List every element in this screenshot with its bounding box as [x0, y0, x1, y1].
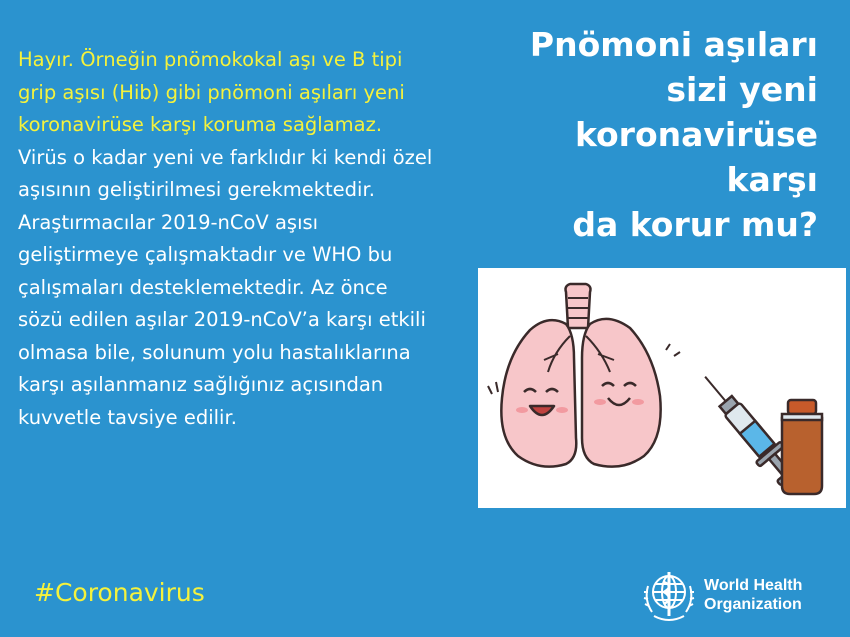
lungs-vaccine-illustration	[478, 268, 846, 508]
slide-title	[488, 22, 818, 247]
who-name-line-1: World Health	[704, 577, 803, 594]
title-line-4: da korur mu?	[572, 205, 818, 244]
title-line-1: Pnömoni aşıları	[529, 25, 818, 64]
explanation-paragraph: Virüs o kadar yeni ve farklıdır ki kendi özel aşısının geliştirilmesi gerekmektedir. Araştırmacılar 2019-nCoV aşısı geliştirmeye çalışmaktadır ve WHO bu çalışmaları desteklemektedir. Az önce sözü edilen aşılar 2019-nCoV’a karşı etkili olmasa bile, solunum yolu hastalıklarına karşı aşılanmanız sağlığınız açısından kuvvetle tavsiye edilir.	[18, 145, 433, 429]
illustration-svg	[478, 268, 846, 508]
coronavirus-hashtag: #Coronavirus	[34, 578, 205, 607]
who-logo	[640, 565, 840, 625]
title-line-2: sizi yeni	[666, 70, 818, 109]
title-line-3: koronavirüse karşı	[574, 115, 818, 199]
who-name-line-2: Organization	[704, 596, 802, 613]
who-name	[704, 576, 802, 614]
answer-highlight: Hayır. Örneğin pnömokokal aşı ve B tipi grip aşısı (Hib) gibi pnömoni aşıları yeni koronavirüse karşı koruma sağlamaz.	[18, 48, 405, 136]
who-emblem-icon	[640, 566, 698, 624]
medicine-vial-icon	[782, 400, 822, 494]
body-text	[18, 44, 438, 434]
